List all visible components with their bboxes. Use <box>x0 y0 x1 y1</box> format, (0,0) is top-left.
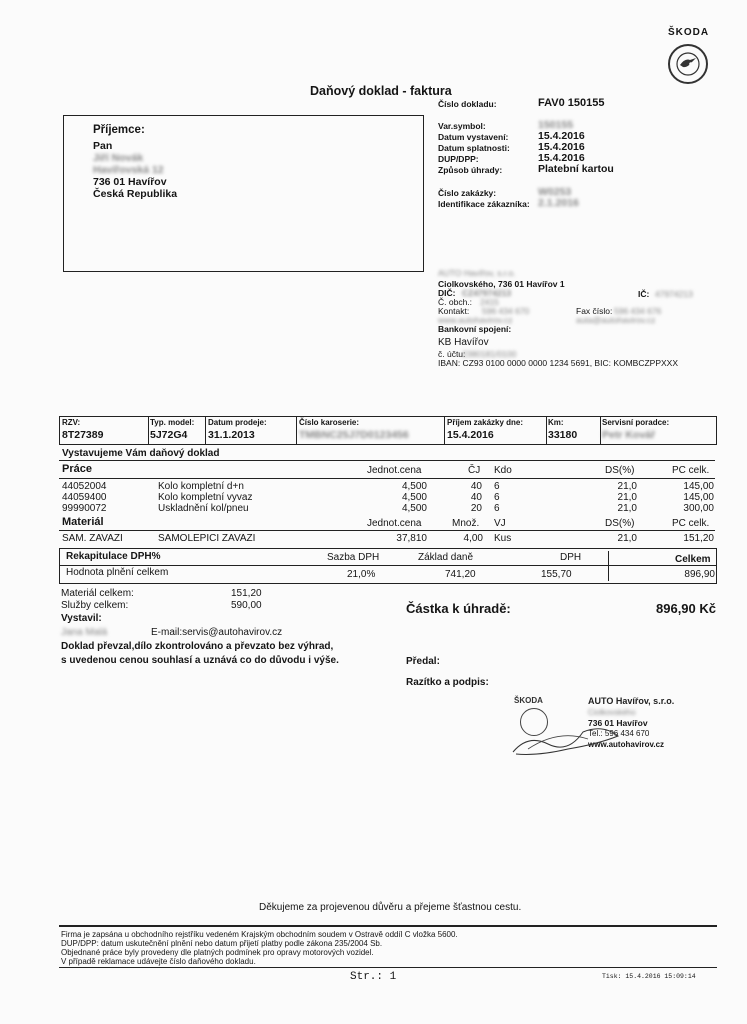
invoice-heading: Vystavujeme Vám daňový doklad <box>62 448 220 459</box>
cislo-dokladu-label: Číslo dokladu: <box>438 99 497 109</box>
poradce-label: Servisní poradce: <box>602 418 670 427</box>
supplier-dic-value: CZ47974213 <box>462 288 512 298</box>
supplier-kontakt-value: 596 434 670 <box>482 306 530 316</box>
material-total-value: 151,20 <box>231 588 262 599</box>
rzv-label: RZV: <box>62 418 81 427</box>
work-desc: Kolo kompletní d+n <box>158 481 244 492</box>
col-ds: DS(%) <box>605 465 635 476</box>
work-ds: 21,0 <box>617 481 637 492</box>
vat-celkem: 896,90 <box>684 569 715 580</box>
supplier-bank-label: Bankovní spojení: <box>438 324 512 334</box>
km-label: Km: <box>548 418 564 427</box>
material-price: 37,810 <box>396 533 427 544</box>
mat-col-pc: PC celk. <box>672 518 710 529</box>
supplier-address: Ciolkovského, 736 01 Havířov 1 <box>438 279 565 289</box>
stamp-web: www.autohavirov.cz <box>588 740 665 749</box>
work-desc: Kolo kompletní vyvaz <box>158 492 253 503</box>
page-number: Str.: 1 <box>350 971 397 983</box>
supplier-fax-value: 596 434 676 <box>614 306 662 316</box>
rzv-value: 8T27389 <box>62 429 104 441</box>
footer-line-1: Firma je zapsána u obchodního rejstříku vedeném Krajským obchodním soudem v Ostravě oddíl C vložka 5600. <box>61 930 458 939</box>
col-jednot-cena: Jednot.cena <box>367 465 422 476</box>
vat-zaklad: 741,20 <box>445 569 476 580</box>
work-total: 145,00 <box>683 481 714 492</box>
work-code: 44052004 <box>62 481 107 492</box>
material-code: SAM. ZAVAZI <box>62 533 123 544</box>
work-kdo: 6 <box>494 492 500 503</box>
stamp-city: 736 01 Havířov <box>588 718 648 728</box>
prace-label: Práce <box>62 463 92 475</box>
vat-dph: 155,70 <box>541 569 572 580</box>
typ-label: Typ. model: <box>150 418 195 427</box>
recipient-country: Česká Republika <box>93 188 178 200</box>
document-title: Daňový doklad - faktura <box>310 84 452 98</box>
cislo-zakazky-label: Číslo zakázky: <box>438 188 497 198</box>
work-price: 4,500 <box>401 492 427 503</box>
issuer-email: E-mail:servis@autohavirov.cz <box>151 627 283 638</box>
recipient-name: Jiří Novák <box>93 152 144 164</box>
stamp-name: AUTO Havířov, s.r.o. <box>588 696 675 706</box>
material-total: 151,20 <box>683 533 714 544</box>
work-code: 99990072 <box>62 503 107 514</box>
cislo-zakazky-value: W0253 <box>538 186 572 198</box>
vat-dph-label: DPH <box>560 552 582 563</box>
work-total: 145,00 <box>683 492 714 503</box>
var-symbol-value: 150155 <box>538 119 574 131</box>
vat-celkem-label: Celkem <box>675 554 711 565</box>
datum-prodeje-value: 31.1.2013 <box>208 429 255 441</box>
supplier-ucet-value: 2380181/0100 <box>462 349 517 359</box>
datum-vystaveni-value: 15.4.2016 <box>538 130 585 142</box>
col-cj: ČJ <box>468 465 481 476</box>
predal-label: Předal: <box>406 656 440 667</box>
prijem-label: Příjem zakázky dne: <box>447 418 524 427</box>
datum-splatnosti-label: Datum splatnosti: <box>438 143 510 153</box>
mat-col-jednot-cena: Jednot.cena <box>367 518 422 529</box>
print-timestamp: Tisk: 15.4.2016 15:09:14 <box>602 973 696 980</box>
zpusob-uhrady-value: Platební kartou <box>538 163 614 175</box>
supplier-name: AUTO Havířov, s.r.o. <box>438 268 516 278</box>
recipient-label: Příjemce: <box>93 124 145 136</box>
work-kdo: 6 <box>494 503 500 514</box>
stamp-tel: Tel.: 596 434 670 <box>588 729 650 738</box>
karoserie-value: TMBNC25J7D0123456 <box>299 429 409 441</box>
sluzby-total-label: Služby celkem: <box>61 600 129 611</box>
col-kdo: Kdo <box>494 465 512 476</box>
poradce-value: Petr Kovář <box>602 429 656 441</box>
footer-line-2: DUP/DPP: datum uskutečnění plnění nebo datum přijetí platby podle zákona 235/2004 Sb. <box>61 939 383 948</box>
notice-line-2: s uvedenou cenou souhlasí a uznává co do důvodu i výše. <box>61 655 339 666</box>
typ-value: 5J72G4 <box>150 429 188 441</box>
recipient-city: 736 01 Havířov <box>93 176 167 188</box>
vat-row-label: Hodnota plnění celkem <box>66 567 169 578</box>
supplier-ucet-label: č. účtu: <box>438 349 466 359</box>
supplier-dic-label: DIČ: <box>438 288 456 298</box>
footer-line-4: V případě reklamace udávejte číslo daňového dokladu. <box>61 957 256 966</box>
supplier-obch-label: Č. obch.: <box>438 297 473 307</box>
skoda-winged-arrow-icon <box>668 44 708 84</box>
footer-line-3: Objednané práce byly provedeny dle platných podmínek pro opravy motorových vozidel. <box>61 948 374 957</box>
supplier-ic-value: 47974213 <box>655 289 693 299</box>
amount-due-label: Částka k úhradě: <box>406 601 511 616</box>
karoserie-label: Číslo karoserie: <box>299 418 360 427</box>
supplier-web: www.autohavirov.cz <box>438 315 513 325</box>
var-symbol-label: Var.symbol: <box>438 121 486 131</box>
work-code: 44059400 <box>62 492 107 503</box>
company-stamp <box>508 694 708 764</box>
vat-zaklad-label: Základ daně <box>418 552 474 563</box>
mat-col-ds: DS(%) <box>605 518 635 529</box>
col-pc: PC celk. <box>672 465 710 476</box>
material-vj: Kus <box>494 533 512 544</box>
material-desc: SAMOLEPICI ZAVAZI <box>158 533 256 544</box>
mat-col-mnoz: Množ. <box>452 518 480 529</box>
thanks-message: Děkujeme za projevenou důvěru a přejeme šťastnou cestu. <box>259 902 522 913</box>
supplier-bank-name: KB Havířov <box>438 337 489 348</box>
supplier-email: auta@autohavirov.cz <box>576 315 656 325</box>
material-label: Materiál <box>62 516 104 528</box>
supplier-ic-label: IČ: <box>638 289 650 299</box>
stamp-brand: ŠKODA <box>514 696 543 705</box>
prijem-value: 15.4.2016 <box>447 429 494 441</box>
identifikace-label: Identifikace zákazníka: <box>438 199 530 209</box>
supplier-kontakt-label: Kontakt: <box>438 306 470 316</box>
sluzby-total-value: 590,00 <box>231 600 262 611</box>
work-desc: Uskladnění kol/pneu <box>158 503 249 514</box>
issuer-label: Vystavil: <box>61 613 102 624</box>
recipient-title: Pan <box>93 140 113 152</box>
supplier-iban: IBAN: CZ93 0100 0000 0000 1234 5691, BIC: KOMBCZPPXXX <box>438 358 679 368</box>
duzp-label: DUP/DPP: <box>438 154 479 164</box>
identifikace-value: 2.1.2016 <box>538 197 579 209</box>
work-cj: 20 <box>470 503 482 514</box>
stamp-street: Ciolkovského <box>588 708 636 717</box>
work-total: 300,00 <box>683 503 714 514</box>
razitko-label: Razítko a podpis: <box>406 677 489 688</box>
vat-sazba-label: Sazba DPH <box>327 552 380 563</box>
supplier-fax-label: Fax číslo: <box>576 306 613 316</box>
datum-prodeje-label: Datum prodeje: <box>208 418 267 427</box>
issuer-name: Jana Malá <box>61 627 108 638</box>
signature-icon <box>508 714 638 759</box>
material-qty: 4,00 <box>463 533 483 544</box>
amount-due-value: 896,90 Kč <box>656 601 716 616</box>
work-ds: 21,0 <box>617 492 637 503</box>
work-ds: 21,0 <box>617 503 637 514</box>
mat-col-vj: VJ <box>494 518 506 529</box>
brand-name: ŠKODA <box>668 27 710 38</box>
duzp-value: 15.4.2016 <box>538 152 585 164</box>
vat-recap-label: Rekapitulace DPH% <box>66 551 161 562</box>
work-price: 4,500 <box>401 503 427 514</box>
datum-splatnosti-value: 15.4.2016 <box>538 141 585 153</box>
material-total-label: Materiál celkem: <box>61 588 134 599</box>
datum-vystaveni-label: Datum vystavení: <box>438 132 509 142</box>
zpusob-uhrady-label: Způsob úhrady: <box>438 165 503 175</box>
supplier-obch-value: 2415 <box>480 297 499 307</box>
cislo-dokladu-value: FAV0 150155 <box>538 97 605 109</box>
km-value: 33180 <box>548 429 578 441</box>
work-cj: 40 <box>470 492 482 503</box>
work-kdo: 6 <box>494 481 500 492</box>
recipient-street: Havířovská 12 <box>93 164 164 176</box>
material-ds: 21,0 <box>617 533 637 544</box>
notice-line-1: Doklad převzal,dílo zkontrolováno a převzato bez výhrad, <box>61 641 334 652</box>
work-price: 4,500 <box>401 481 427 492</box>
vat-sazba: 21,0% <box>347 569 376 580</box>
work-cj: 40 <box>470 481 482 492</box>
